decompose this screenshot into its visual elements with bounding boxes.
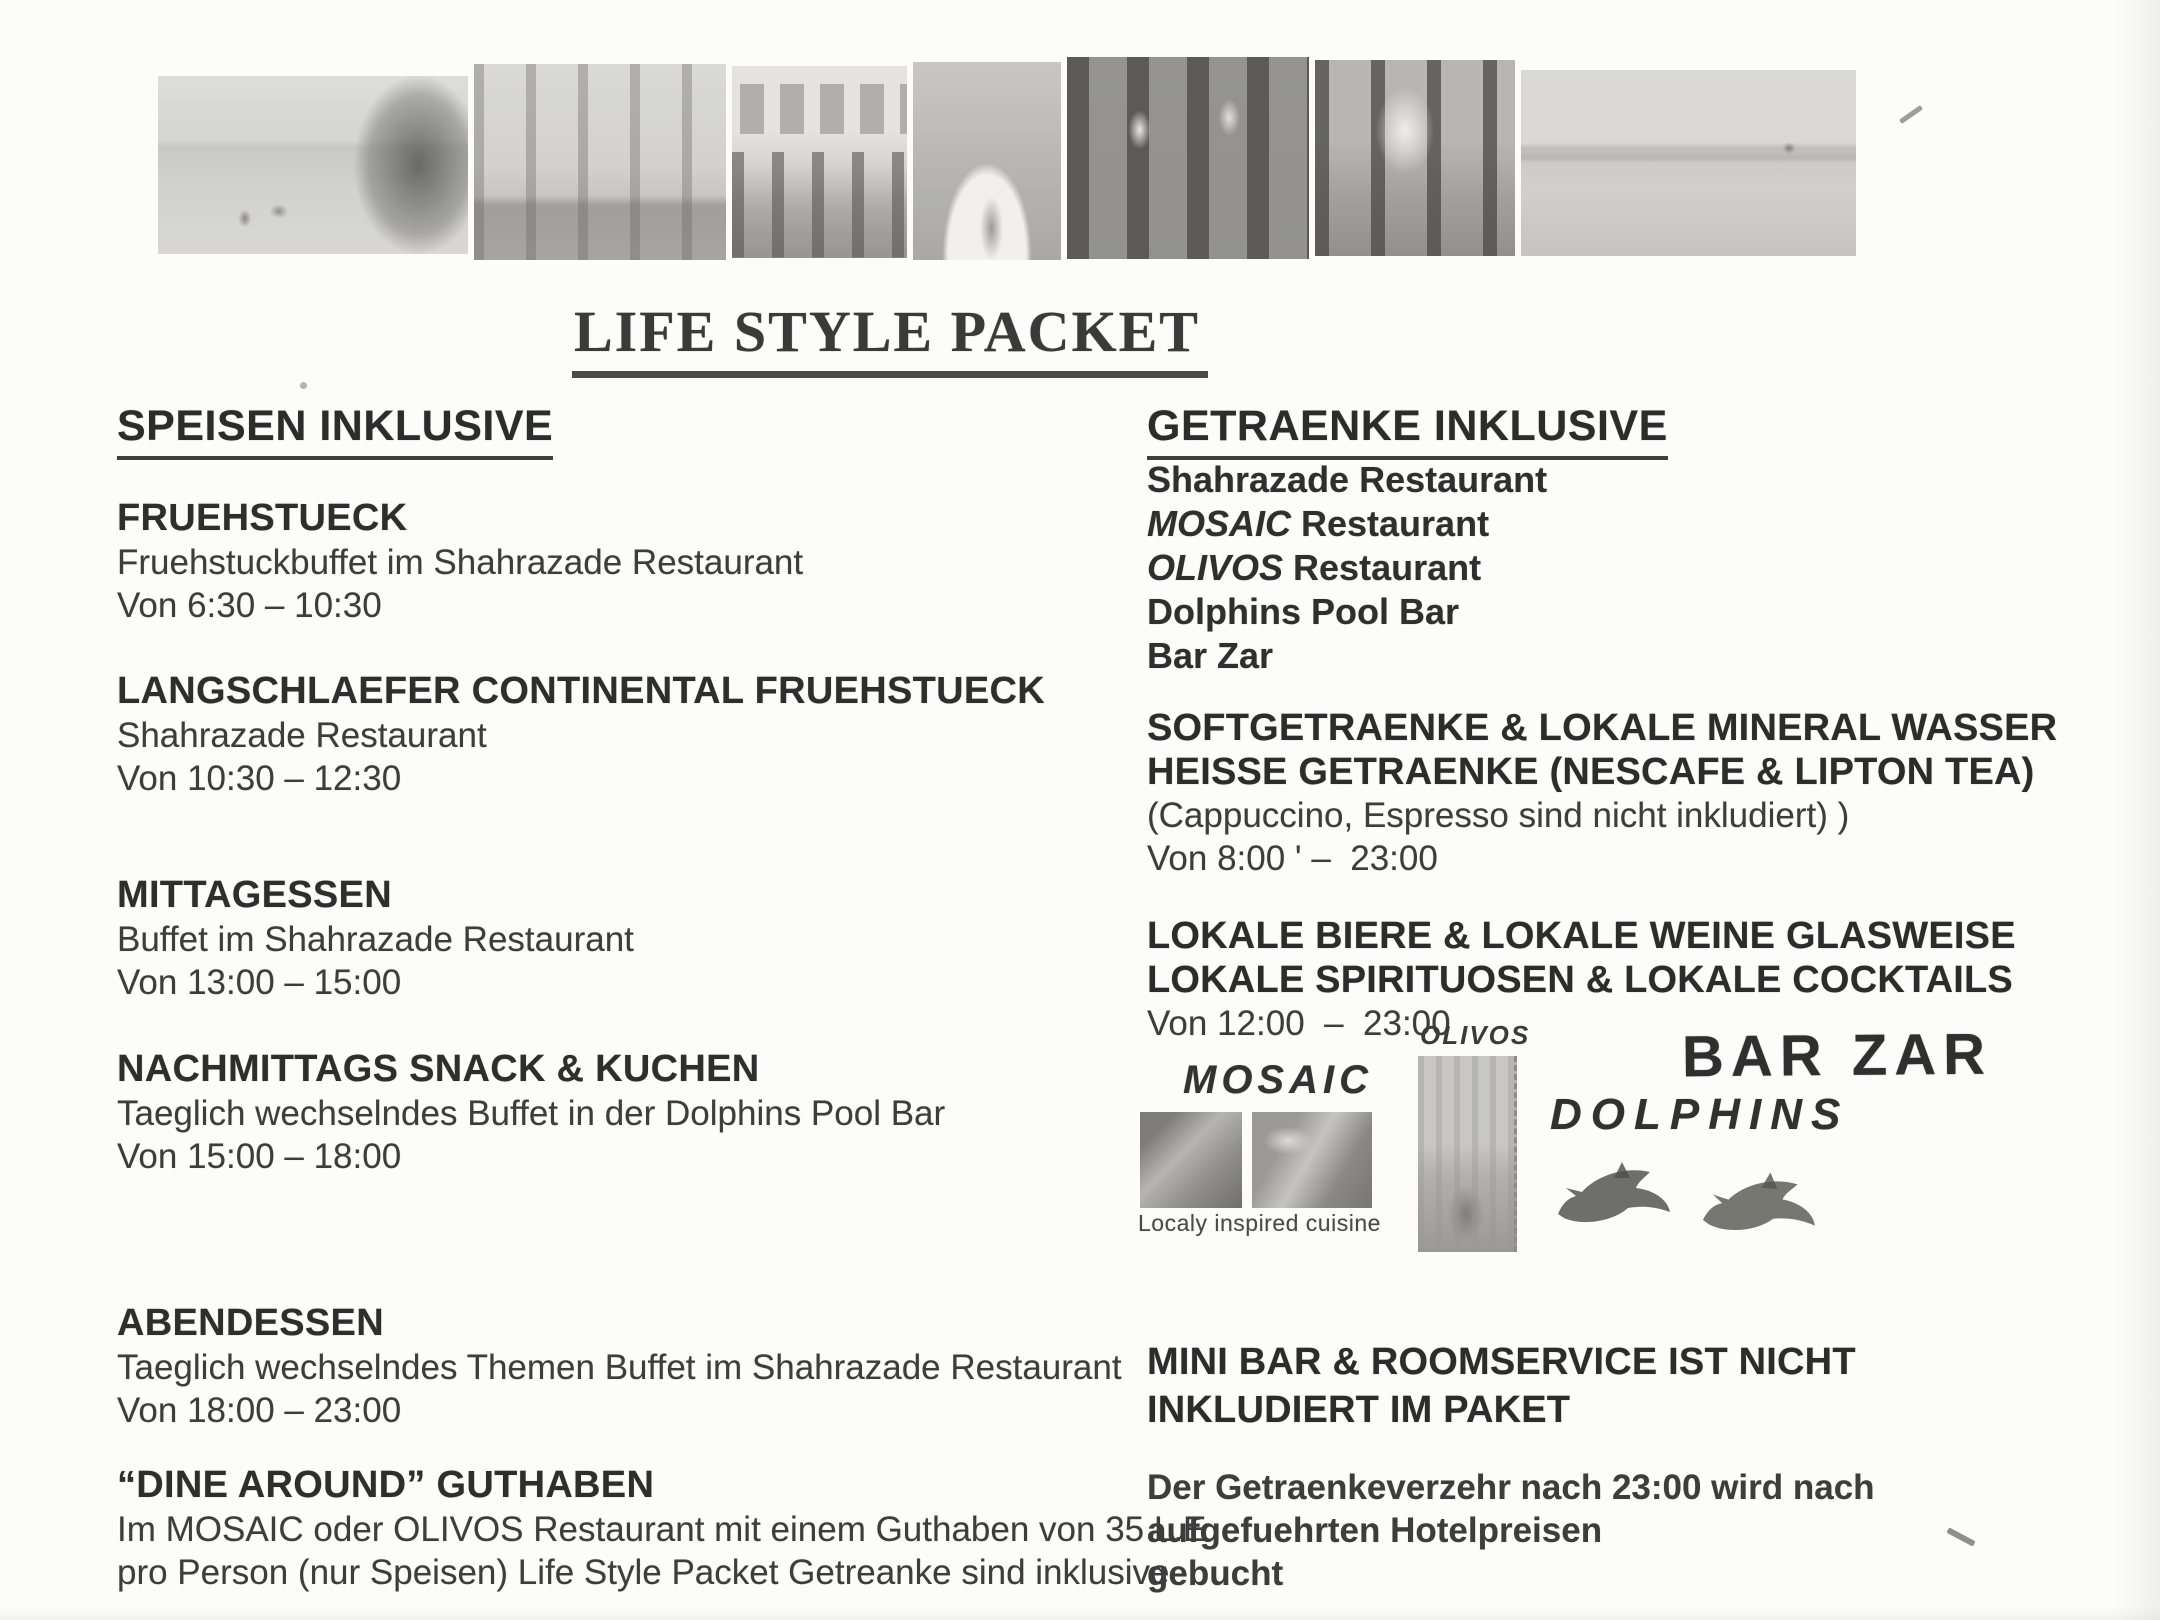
scan-bottom-shadow <box>0 1606 2160 1620</box>
bar-stools-photo <box>732 66 907 258</box>
section-time: Von 12:00 – 23:00 <box>1147 1004 1451 1043</box>
scan-mark-bottom-right <box>1946 1527 1975 1546</box>
getraenke-heading-block <box>1147 402 1668 460</box>
terrace-arches-photo <box>474 64 726 260</box>
section-time: Von 8:00 ' – 23:00 <box>1147 839 1438 878</box>
dark-interior-photo <box>1315 60 1515 256</box>
venue-item <box>1147 546 1547 590</box>
beach-dunes-photo <box>1521 70 1856 256</box>
section-nachmittags-snack <box>117 1046 945 1178</box>
mosaic-logo-photos <box>1140 1112 1372 1208</box>
scan-mark-top-right <box>1899 105 1923 124</box>
section-softgetraenke <box>1147 706 2057 880</box>
section-title-line1: SOFTGETRAENKE & LOKALE MINERAL WASSER <box>1147 707 2058 749</box>
dolphin-sketch-right-icon <box>1695 1164 1830 1251</box>
venue-name-italic: OLIVOS <box>1147 547 1284 588</box>
venue-name: Dolphins Pool Bar <box>1147 591 1460 632</box>
section-mini-bar <box>1147 1338 1856 1434</box>
late-line1: Der Getraenkeverzehr nach 23:00 wird nach <box>1147 1468 1875 1507</box>
venue-name-italic: MOSAIC <box>1147 503 1291 544</box>
section-title-line2: LOKALE SPIRITUOSEN & LOKALE COCKTAILS <box>1147 959 2013 1001</box>
section-time: Von 18:00 – 23:00 <box>117 1391 402 1430</box>
section-langschlaefer <box>117 668 1045 800</box>
section-mittagessen <box>117 872 634 1004</box>
venue-name: Shahrazade Restaurant <box>1147 459 1548 500</box>
section-title: NACHMITTAGS SNACK & KUCHEN <box>117 1048 760 1090</box>
section-late-consumption <box>1147 1466 1875 1595</box>
beach-palm-photo <box>158 76 468 254</box>
venue-name: Restaurant <box>1291 503 1490 544</box>
page-title: LIFE STYLE PACKET <box>572 298 1208 378</box>
scan-edge-shadow <box>2114 0 2160 1620</box>
arch-doorway-photo <box>913 62 1061 260</box>
section-time: Von 6:30 – 10:30 <box>117 586 382 625</box>
venue-item <box>1147 502 1547 546</box>
late-line3: gebucht <box>1147 1554 1284 1593</box>
section-description: Fruehstuckbuffet im Shahrazade Restaurant <box>117 543 804 582</box>
mosaic-photo-left <box>1140 1112 1242 1208</box>
section-description: Shahrazade Restaurant <box>117 716 487 755</box>
venue-name: Bar Zar <box>1147 635 1274 676</box>
mosaic-caption: Localy inspired cuisine <box>1138 1210 1381 1236</box>
section-note: (Cappuccino, Espresso sind nicht inkludiert) ) <box>1147 796 1850 835</box>
getraenke-venue-list <box>1147 458 1547 678</box>
section-description-2: pro Person (nur Speisen) Life Style Packet Getreanke sind inklusive. <box>117 1553 1180 1592</box>
venue-name: Restaurant <box>1283 547 1482 588</box>
minibar-line2: INKLUDIERT IM PAKET <box>1147 1389 1571 1431</box>
section-description: Im MOSAIC oder OLIVOS Restaurant mit einem Guthaben von 35 L.E <box>117 1510 1207 1549</box>
venue-item <box>1147 458 1547 502</box>
section-abendessen <box>117 1300 1122 1432</box>
section-title-line2: HEISSE GETRAENKE (NESCAFE & LIPTON TEA) <box>1147 751 2035 793</box>
speisen-heading: SPEISEN INKLUSIVE <box>117 402 553 460</box>
olivos-logo-label: OLIVOS <box>1420 1020 1531 1050</box>
minibar-line1: MINI BAR & ROOMSERVICE IST NICHT <box>1147 1341 1856 1383</box>
section-dine-around <box>117 1462 1206 1594</box>
dolphin-sketches <box>1552 1158 1828 1236</box>
section-description: Buffet im Shahrazade Restaurant <box>117 920 634 959</box>
section-description: Taeglich wechselndes Themen Buffet im Shahrazade Restaurant <box>117 1348 1122 1387</box>
late-line2: aufgefuehrten Hotelpreisen <box>1147 1511 1603 1550</box>
mosaic-logo-label: MOSAIC <box>1183 1058 1373 1102</box>
bar-zar-logo-label: BAR ZAR <box>1681 1021 1993 1090</box>
speisen-heading-block <box>117 402 553 460</box>
lantern-bar-photo <box>1067 57 1309 259</box>
section-title: MITTAGESSEN <box>117 874 392 916</box>
dolphin-sketch-left-icon <box>1552 1158 1682 1236</box>
section-title-line1: LOKALE BIERE & LOKALE WEINE GLASWEISE <box>1147 915 2016 957</box>
section-title: LANGSCHLAEFER CONTINENTAL FRUEHSTUECK <box>117 670 1046 712</box>
section-time: Von 10:30 – 12:30 <box>117 759 402 798</box>
section-time: Von 13:00 – 15:00 <box>117 963 402 1002</box>
photo-banner <box>158 52 1868 264</box>
section-time: Von 15:00 – 18:00 <box>117 1137 402 1176</box>
section-title: “DINE AROUND” GUTHABEN <box>117 1464 655 1506</box>
section-fruehstueck <box>117 495 803 627</box>
section-description: Taeglich wechselndes Buffet in der Dolphins Pool Bar <box>117 1094 946 1133</box>
section-title: FRUEHSTUECK <box>117 497 408 539</box>
section-title: ABENDESSEN <box>117 1302 384 1344</box>
venue-item <box>1147 590 1547 634</box>
scan-speck <box>300 382 307 389</box>
mosaic-photo-right <box>1252 1112 1372 1208</box>
venue-item <box>1147 634 1547 678</box>
getraenke-heading: GETRAENKE INKLUSIVE <box>1147 402 1668 460</box>
dolphins-logo-label: DOLPHINS <box>1550 1090 1850 1139</box>
olivos-logo-photo <box>1418 1056 1517 1252</box>
